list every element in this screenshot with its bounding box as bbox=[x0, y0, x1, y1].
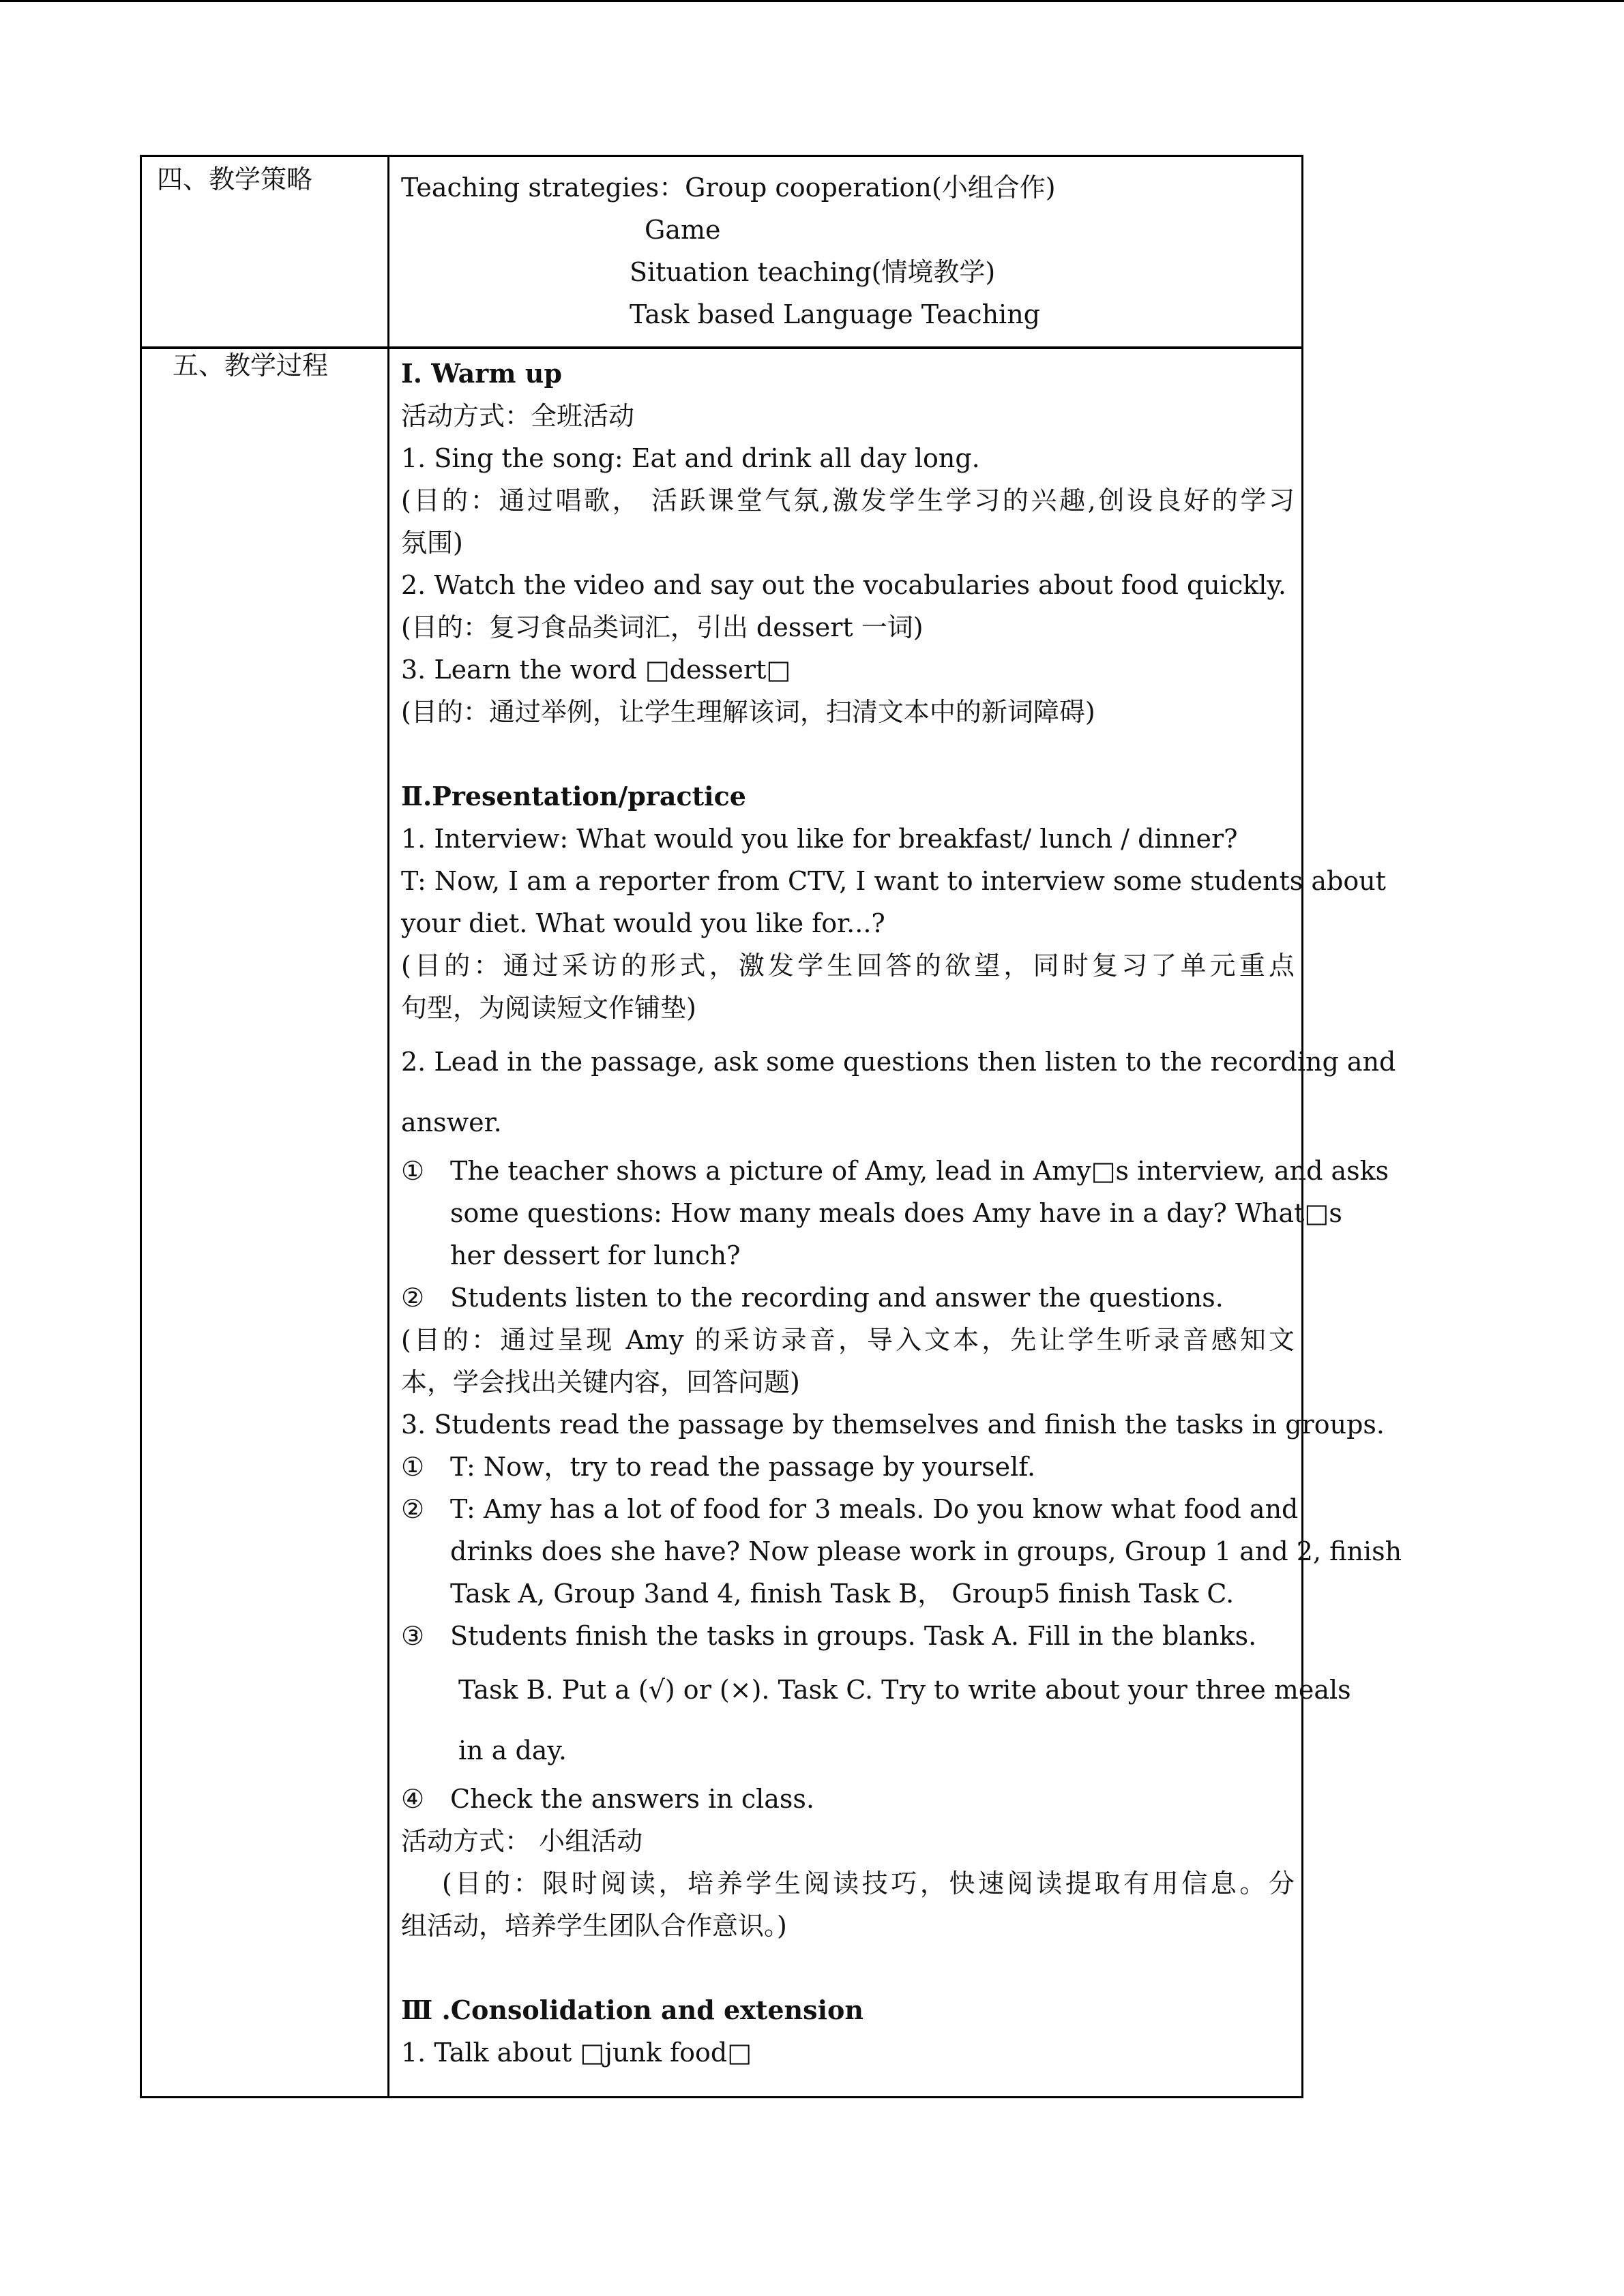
list-item bbox=[401, 1778, 1295, 1820]
purpose-line: (目的：复习食品类词汇，引出 dessert 一词) bbox=[401, 612, 924, 642]
strategy-line: Game bbox=[645, 215, 721, 245]
list-item-text: Task A, Group 3and 4, finish Task B， Group5 finish Task C. bbox=[450, 1579, 1235, 1609]
list-item-text: Check the answers in class. bbox=[450, 1784, 815, 1814]
purpose-line: (目的：通过呈现 Amy 的采访录音，导入文本，先让学生听录音感知文 bbox=[401, 1325, 1295, 1355]
purpose-line: (目的：通过采访的形式，激发学生回答的欲望，同时复习了单元重点 bbox=[401, 951, 1295, 981]
task-line: Task B. Put a (√) or (×). Task C. Try to write about your three meals bbox=[458, 1675, 1351, 1705]
consolidation-heading: Ⅲ .Consolidation and extension bbox=[401, 1995, 863, 2025]
strategy-line: Situation teaching(情境教学) bbox=[630, 257, 996, 287]
page-top-border bbox=[0, 0, 1624, 2]
purpose-line: (目的：限时阅读，培养学生阅读技巧，快速阅读提取有用信息。分 bbox=[442, 1868, 1295, 1898]
spacer bbox=[401, 1947, 1295, 1989]
warmup-heading: I. Warm up bbox=[401, 358, 562, 389]
purpose-line: 本，学会找出关键内容，回答问题) bbox=[401, 1367, 800, 1397]
list-item-text: The teacher shows a picture of Amy, lead in Amy□s interview, and asks bbox=[450, 1156, 1389, 1186]
step-line: 3. Learn the word □dessert□ bbox=[401, 655, 791, 685]
teaching-process-cell bbox=[401, 353, 1402, 2074]
list-item-text: her dessert for lunch? bbox=[450, 1240, 741, 1270]
presentation-heading: Ⅱ.Presentation/practice bbox=[401, 781, 746, 811]
step-line: 1. Interview: What would you like for breakfast/ lunch / dinner? bbox=[401, 824, 1238, 854]
step-line: answer. bbox=[401, 1107, 502, 1137]
list-item bbox=[401, 1277, 1295, 1319]
list-item-text: T: Now，try to read the passage by yourself. bbox=[450, 1452, 1036, 1482]
task-description bbox=[401, 1657, 1351, 1778]
section-5-label: 五、教学过程 bbox=[173, 351, 329, 381]
step-line: 2. Watch the video and say out the vocabularies about food quickly. bbox=[401, 570, 1286, 600]
circled-number-2: ② bbox=[401, 1283, 425, 1313]
list-item-text: drinks does she have? Now please work in groups, Group 1 and 2, finish bbox=[450, 1536, 1402, 1566]
list-item bbox=[401, 1615, 1295, 1657]
step-line: 3. Students read the passage by themselves and finish the tasks in groups. bbox=[401, 1410, 1385, 1440]
column-divider bbox=[387, 157, 389, 2096]
lesson-plan-table bbox=[140, 155, 1402, 2098]
purpose-line: 组活动，培养学生团队合作意识。) bbox=[401, 1911, 787, 1941]
purpose-line: (目的：通过举例，让学生理解该词，扫清文本中的新词障碍) bbox=[401, 697, 1095, 727]
purpose-line: 氛围) bbox=[401, 528, 463, 558]
task-line: in a day. bbox=[458, 1735, 567, 1765]
step-line: T: Now, I am a reporter from CTV, I want to interview some students about bbox=[401, 866, 1386, 896]
row-divider bbox=[142, 346, 1301, 349]
list-item-text: T: Amy has a lot of food for 3 meals. Do you know what food and bbox=[450, 1494, 1299, 1524]
teaching-strategies-cell bbox=[401, 166, 1295, 336]
purpose-line: 句型，为阅读短文作铺垫) bbox=[401, 993, 696, 1023]
step-line: your diet. What would you like for...? bbox=[401, 908, 885, 938]
circled-number-3: ③ bbox=[401, 1621, 425, 1651]
activity-mode: 活动方式： 小组活动 bbox=[401, 1826, 643, 1856]
activity-mode: 活动方式：全班活动 bbox=[401, 401, 635, 431]
list-item bbox=[401, 1488, 1402, 1615]
list-item-text: Students finish the tasks in groups. Task A. Fill in the blanks. bbox=[450, 1621, 1257, 1651]
strategy-line: Teaching strategies：Group cooperation(小组合作) bbox=[401, 173, 1056, 203]
step-line: 2. Lead in the passage, ask some questions then listen to the recording and bbox=[401, 1047, 1396, 1077]
purpose-line: (目的：通过唱歌， 活跃课堂气氛,激发学生学习的兴趣,创设良好的学习 bbox=[401, 486, 1295, 516]
circled-number-1: ① bbox=[401, 1452, 425, 1482]
spacer bbox=[401, 733, 1295, 775]
list-item bbox=[401, 1446, 1295, 1488]
circled-number-1: ① bbox=[401, 1156, 425, 1186]
section-4-label: 四、教学策略 bbox=[157, 164, 313, 194]
list-item-text: some questions: How many meals does Amy have in a day? What□s bbox=[450, 1198, 1342, 1228]
list-item bbox=[401, 1150, 1389, 1277]
step-line: 1. Sing the song: Eat and drink all day long. bbox=[401, 443, 980, 473]
circled-number-2: ② bbox=[401, 1494, 425, 1524]
list-item-text: Students listen to the recording and answer the questions. bbox=[450, 1283, 1224, 1313]
step-line: 1. Talk about □junk food□ bbox=[401, 2038, 752, 2068]
circled-number-4: ④ bbox=[401, 1784, 425, 1814]
strategy-line: Task based Language Teaching bbox=[630, 299, 1040, 329]
